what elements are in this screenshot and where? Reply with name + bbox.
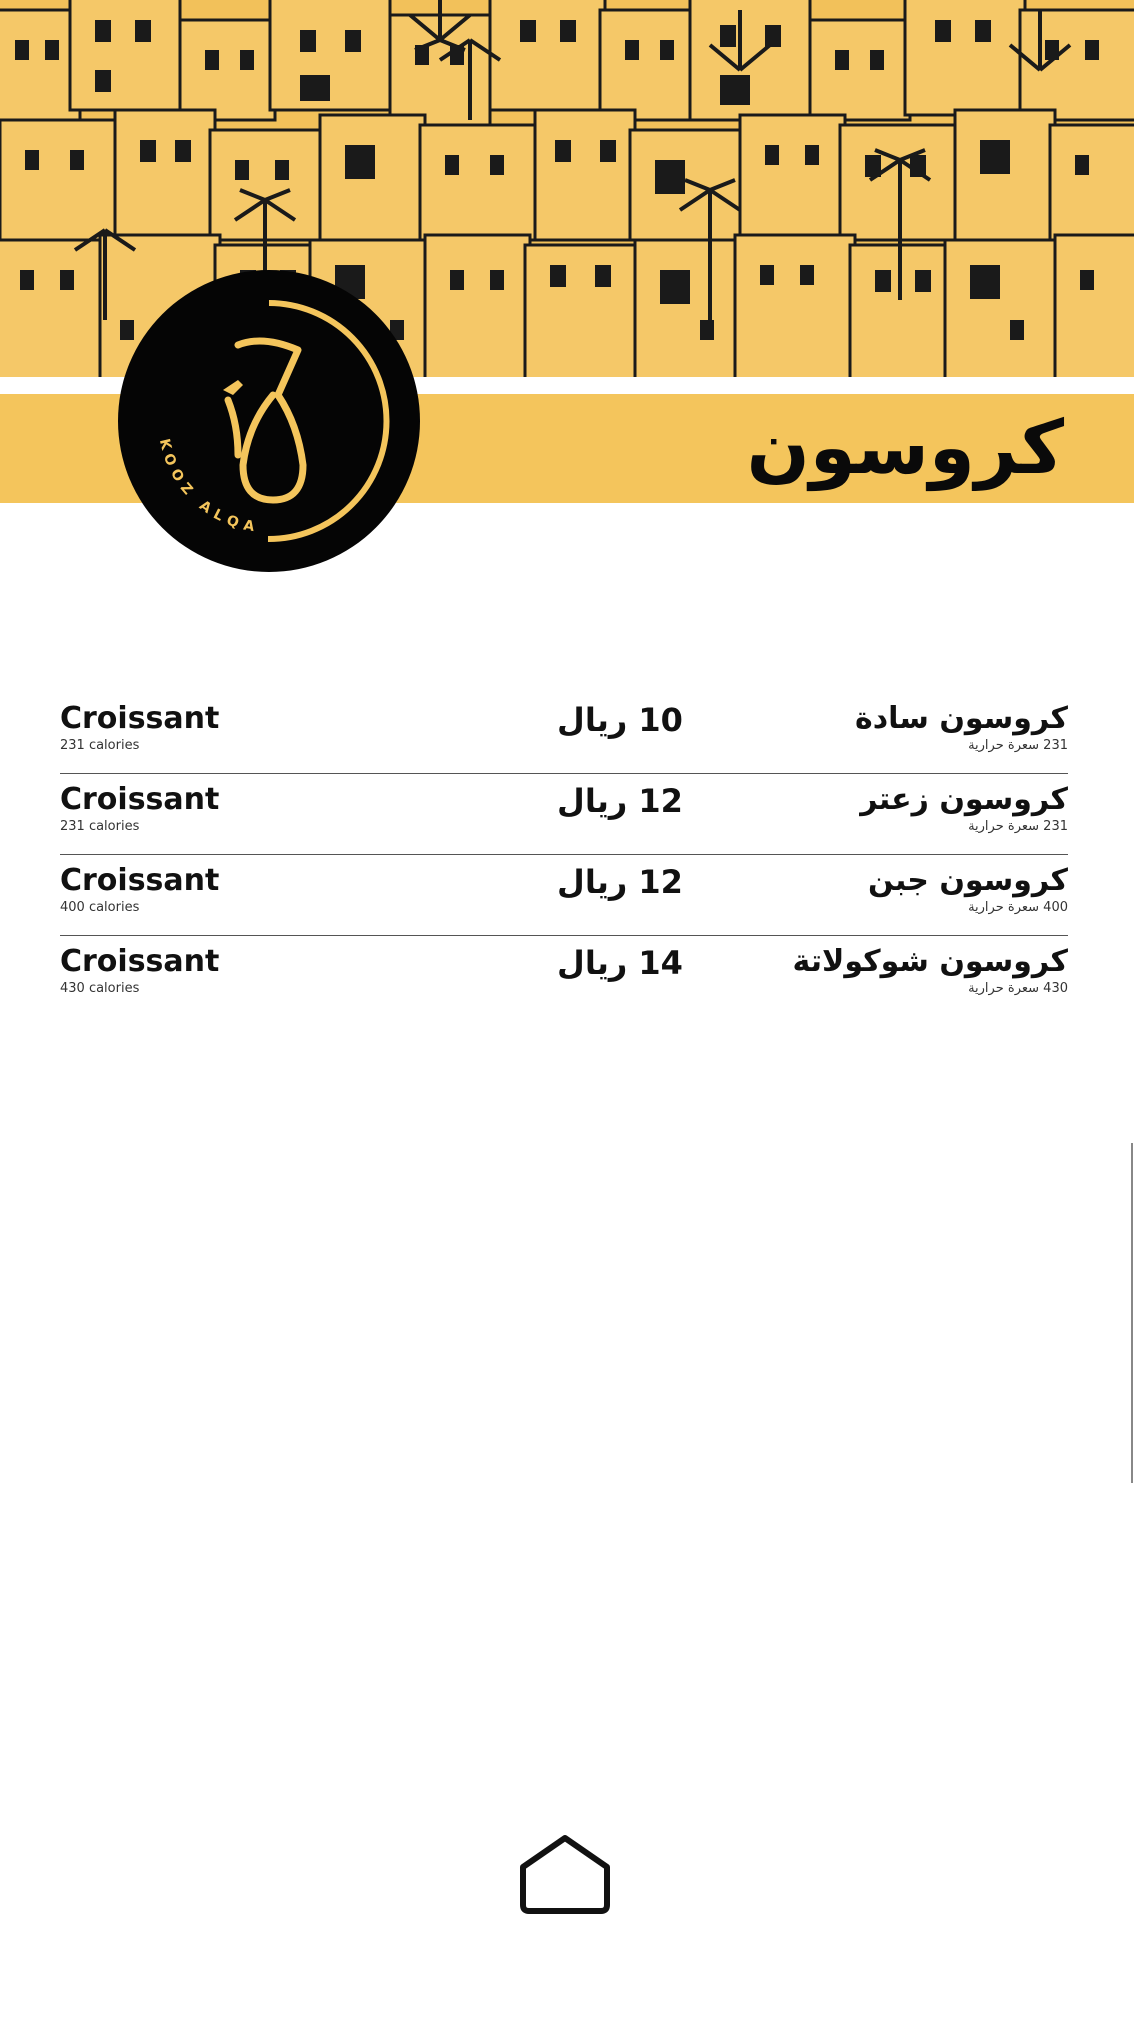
item-calories-ar: 231 سعرة حرارية xyxy=(968,738,1068,753)
item-calories-en: 231 calories xyxy=(60,819,140,834)
menu-item xyxy=(60,693,1068,774)
item-name-ar: كروسون جبن xyxy=(868,863,1068,898)
scroll-indicator xyxy=(1131,1143,1133,1483)
item-calories-en: 400 calories xyxy=(60,900,140,915)
item-name-ar: كروسون زعتر xyxy=(860,782,1068,817)
home-icon xyxy=(515,1833,615,1915)
menu-item xyxy=(60,855,1068,936)
item-calories-en: 231 calories xyxy=(60,738,140,753)
item-calories-en: 430 calories xyxy=(60,981,140,996)
page-title: كروسون xyxy=(746,405,1064,491)
logo-ring-text: KOOZ ALQA xyxy=(155,437,262,537)
item-name-ar: كروسون شوكولاتة xyxy=(792,944,1068,979)
item-name-ar: كروسون سادة xyxy=(855,701,1068,736)
brand-logo xyxy=(118,270,420,572)
item-name-en: Croissant xyxy=(60,863,220,898)
home-button[interactable] xyxy=(515,1833,615,1915)
menu-item xyxy=(60,936,1068,1016)
item-calories-ar: 430 سعرة حرارية xyxy=(968,981,1068,996)
item-name-en: Croissant xyxy=(60,944,220,979)
item-name-en: Croissant xyxy=(60,782,220,817)
item-price: 10 ريال xyxy=(557,701,683,739)
item-price: 14 ريال xyxy=(557,944,683,982)
item-calories-ar: 400 سعرة حرارية xyxy=(968,900,1068,915)
item-price: 12 ريال xyxy=(557,863,683,901)
menu-list xyxy=(60,693,1068,1016)
item-calories-ar: 231 سعرة حرارية xyxy=(968,819,1068,834)
item-price: 12 ريال xyxy=(557,782,683,820)
menu-item xyxy=(60,774,1068,855)
item-name-en: Croissant xyxy=(60,701,220,736)
